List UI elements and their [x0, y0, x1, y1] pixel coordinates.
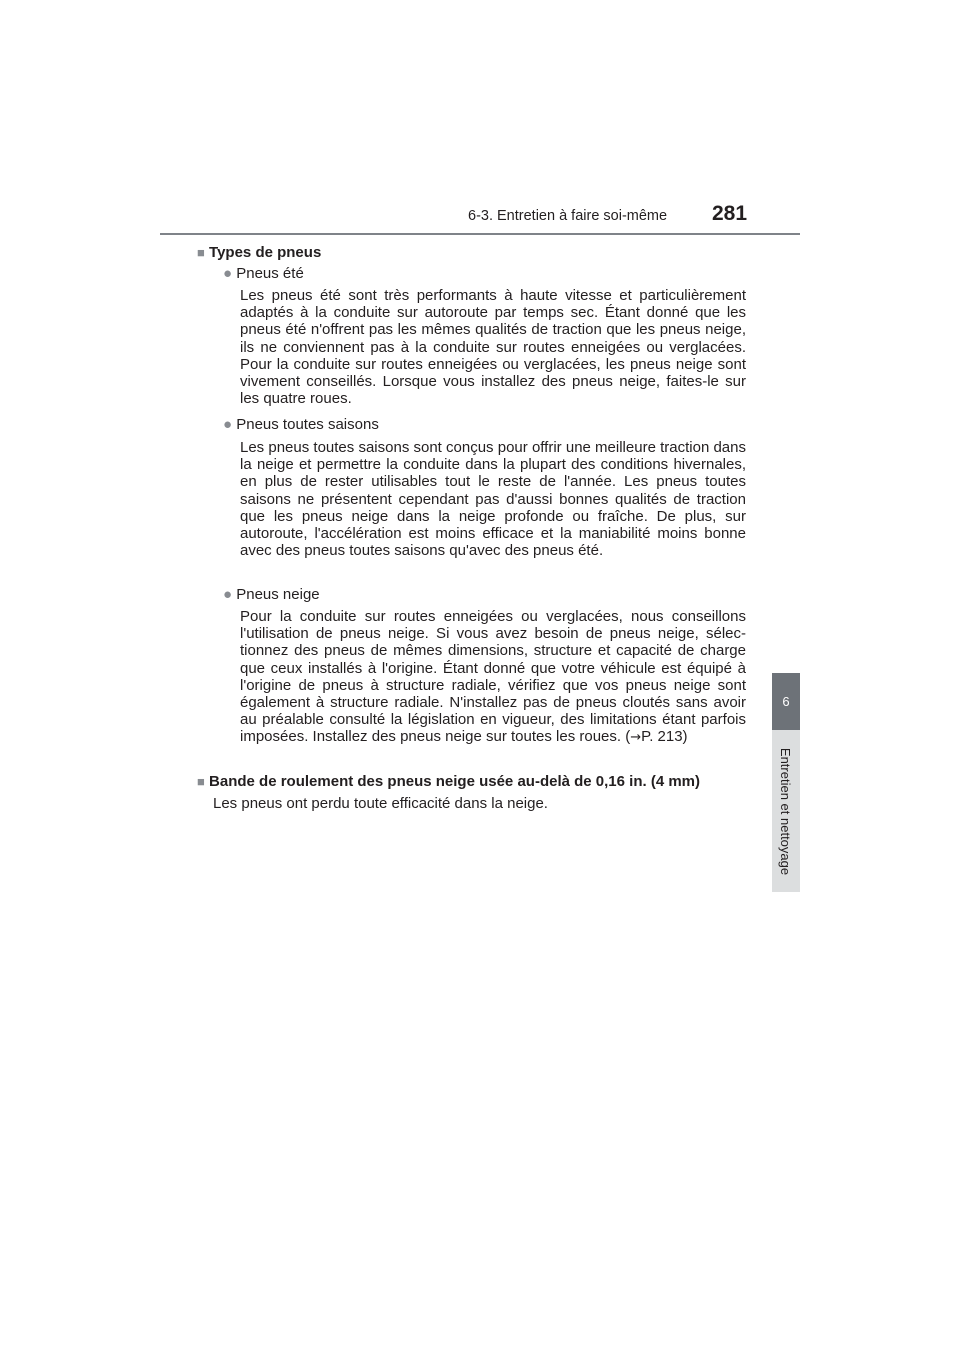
- summer-tires-description: Les pneus été sont très performants à haute vitesse et particulièrement adaptés à la conduite sur autoroute par temps sec. Étant donné que les pneus été n'offrent pas les mêmes qualités de traction que les pneus neige, ils ne conviennent pas à la conduite sur routes enneigées ou verglacées. Pour la conduite sur routes enneigées ou verglacées, les pneus neige sont vivement conseillés. Lorsque vous installez des pneus neige, faites-le sur les quatre roues.: [240, 287, 746, 408]
- round-bullet-icon: ●: [223, 265, 233, 282]
- section-title: 6-3. Entretien à faire soi-même: [468, 208, 668, 224]
- round-bullet-icon: ●: [223, 586, 233, 603]
- all-season-tires-description: Les pneus toutes saisons sont conçus pour offrir une meilleure traction dans la neige et permettre la conduite dans la plupart des conditions hivernales, en plus de rester utilisables tout le reste de l'année. Les pneus toutes saisons ne présentent cependant pas d'aussi bonnes qualités de traction que les pneus neige dans la neige profonde ou fraîche. De plus, sur autoroute, l'accélération est moins efficace et la maniabilité moins bonne avec des pneus toutes saisons qu'avec des pneus été.: [240, 439, 746, 560]
- page-reference: P. 213): [641, 728, 688, 746]
- page-number: 281: [712, 202, 748, 225]
- round-bullet-icon: ●: [223, 416, 233, 433]
- square-bullet-icon: ■: [197, 774, 205, 789]
- section-heading-tread-wear: ■ Bande de roulement des pneus neige usée au-delà de 0,16 in. (4 mm): [197, 773, 701, 790]
- tread-wear-description: Les pneus ont perdu toute efficacité dans la neige.: [213, 795, 548, 812]
- list-item-all-season-tires: ● Pneus toutes saisons: [223, 416, 379, 433]
- square-bullet-icon: ■: [197, 245, 205, 260]
- chapter-number-tab: [772, 673, 800, 730]
- chapter-title-vertical: [772, 733, 800, 889]
- header-divider: [160, 233, 800, 235]
- chapter-number: 6: [782, 694, 790, 709]
- arrow-right-icon: →: [630, 730, 642, 746]
- list-item-snow-tires: ● Pneus neige: [223, 586, 320, 603]
- snow-tires-description: Pour la conduite sur routes enneigées ou verglacées, nous conseillons l'utilisation de pneus neige. Si vous avez besoin de pneus neige, sélectionnez des pneus de mêmes dimensions, structure et capacité de charge que ceux installés à l'origine. Étant donné que votre véhicule est équipé à l'origine de pneus à structure radiale, vérifiez que vos pneus neige sont également à structure radiale. N'installez pas de pneus cloutés sans avoir au préalable consulté la législation en vigueur, des limitations étant parfois imposées. Installez des pneus neige sur toutes les roues. (→P. 213): [240, 608, 746, 746]
- chapter-title: Entretien et nettoyage: [778, 747, 794, 875]
- section-heading-tire-types: ■ Types de pneus: [197, 244, 322, 261]
- list-item-summer-tires: ● Pneus été: [223, 265, 304, 282]
